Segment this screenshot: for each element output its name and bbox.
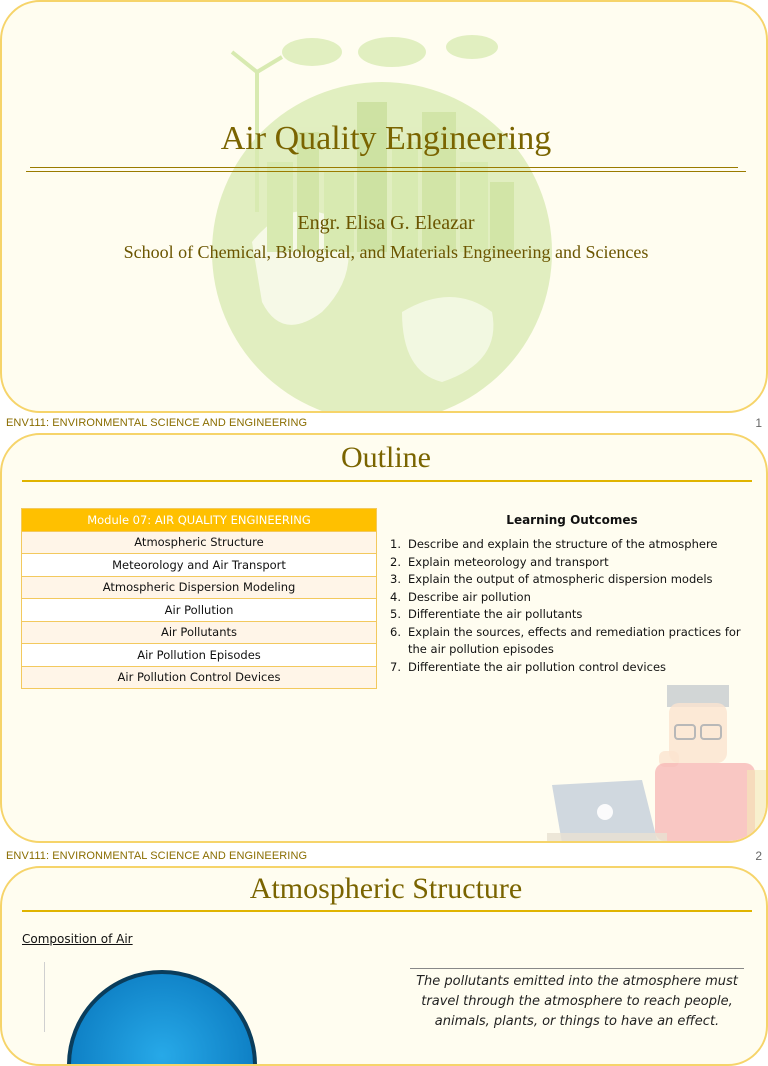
air-composition-circle: [67, 970, 257, 1066]
slide-3: [0, 866, 768, 1066]
learning-outcomes-list: [390, 536, 754, 676]
list-item: [390, 571, 754, 589]
module-row: Air Pollution Control Devices: [22, 666, 377, 689]
section-title: Atmospheric Structure: [249, 872, 523, 905]
item-text: Explain meteorology and transport: [408, 554, 609, 569]
slide-2: [0, 433, 768, 843]
course-footer: ENV111: ENVIRONMENTAL SCIENCE AND ENGINEERING: [6, 850, 308, 862]
character-with-laptop-illustration: [547, 675, 768, 843]
item-number: 5.: [390, 607, 401, 621]
title-divider: [22, 910, 752, 912]
module-row: Atmospheric Structure: [22, 531, 377, 554]
module-row: Air Pollutants: [22, 621, 377, 644]
composition-of-air-label: Composition of Air: [22, 932, 133, 946]
item-number: 4.: [390, 589, 401, 604]
divider-line: [44, 962, 45, 1032]
item-number: 1.: [390, 537, 401, 551]
module-row: Air Pollution: [22, 599, 377, 622]
item-number: 6.: [390, 624, 401, 639]
slide-2-footer: [0, 846, 768, 866]
list-item: [390, 659, 754, 677]
item-text: Describe and explain the structure of the atmosphere: [408, 537, 718, 551]
item-text: Describe air pollution: [408, 589, 531, 604]
item-text: Differentiate the air pollution control devices: [408, 659, 667, 674]
item-number: 3.: [390, 572, 401, 586]
outline-title: Outline: [341, 441, 431, 474]
presentation-title: Air Quality Engineering: [220, 120, 552, 157]
quote-divider: [410, 968, 744, 969]
module-table: [21, 508, 377, 689]
list-item: [390, 554, 754, 572]
list-item: [390, 624, 754, 659]
item-text: Differentiate the air pollutants: [408, 607, 583, 621]
learning-outcomes-title: Learning Outcomes: [506, 513, 638, 527]
list-item: [390, 536, 754, 554]
school-name: School of Chemical, Biological, and Materials Engineering and Sciences: [123, 242, 649, 262]
item-number: 7.: [390, 659, 401, 674]
item-number: 2.: [390, 554, 401, 569]
slide-1: [0, 0, 768, 413]
course-footer: ENV111: ENVIRONMENTAL SCIENCE AND ENGINEERING: [6, 417, 308, 429]
item-text: Explain the output of atmospheric dispersion models: [408, 572, 713, 586]
title-divider: [22, 480, 752, 482]
page-number: 1: [755, 416, 762, 430]
list-item: [390, 606, 754, 624]
page-number: 2: [755, 849, 762, 863]
module-row: Air Pollution Episodes: [22, 644, 377, 667]
list-item: [390, 589, 754, 607]
title-divider-top: [30, 167, 738, 168]
module-row: Meteorology and Air Transport: [22, 554, 377, 577]
author-name: Engr. Elisa G. Eleazar: [297, 212, 475, 234]
title-divider-bottom: [26, 171, 746, 172]
module-table-header: Module 07: AIR QUALITY ENGINEERING: [22, 509, 377, 532]
slide-1-footer: [0, 413, 768, 433]
module-row: Atmospheric Dispersion Modeling: [22, 576, 377, 599]
item-text: Explain the sources, effects and remediation practices for the air pollution episodes: [408, 624, 741, 656]
pollutant-quote: The pollutants emitted into the atmosphere must travel through the atmosphere to reach people, animals, plants, or things to have an effect.: [416, 974, 738, 1029]
